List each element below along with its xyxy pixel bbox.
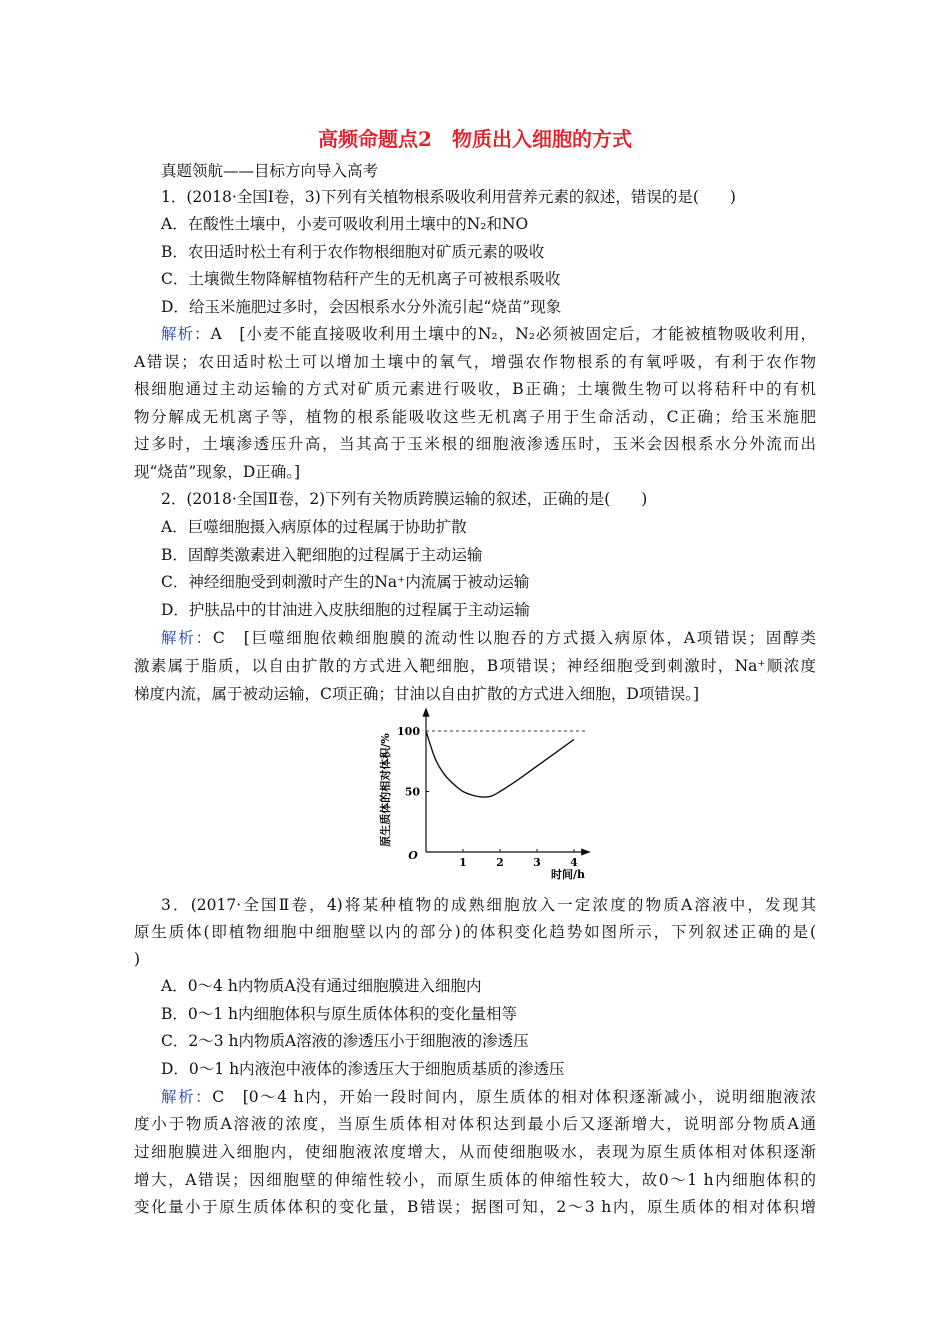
q2-option-a: A．巨噬细胞摄入病原体的过程属于协助扩散 [161,518,467,536]
q1-option-d: D．给玉米施肥过多时，会因根系水分外流引起“烧苗”现象 [161,298,562,316]
chart-x-label: 时间/h [550,868,586,881]
q2-analysis-label: 解析： [161,629,213,647]
q2-stem: 2．(2018·全国Ⅱ卷，2)下列有关物质跨膜运输的叙述，正确的是( ) [161,490,648,508]
q3-analysis-text: C [0～4 h内，开始一段时间内，原生质体的相对体积逐渐减小，说明细胞液浓 [212,1088,816,1106]
q1-analysis-line [161,324,816,344]
q2-option-d: D．护肤品中的甘油进入皮肤细胞的过程属于主动运输 [161,601,530,619]
chart-y-label: 原生质体的相对体积/% [379,733,392,847]
q1-analysis-line: 物分解成无机离子等，植物的根系能吸收这些无机离子用于生命活动，C正确；给玉米施肥 [134,408,816,426]
q1-analysis-line: 根细胞通过主动运输的方式对矿质元素进行吸收，B正确；土壤微生物可以将秸秆中的有机 [134,380,816,398]
q1-option-b: B．农田适时松土有利于农作物根细胞对矿质元素的吸收 [161,243,545,261]
q2-analysis-line: 梯度内流，属于被动运输，C项正确；甘油以自由扩散的方式进入细胞，D项错误。] [134,685,700,703]
q3-analysis-line: 度小于物质A溶液的浓度，当原生质体相对体积达到最小后又逐渐增大，说明部分物质A通 [134,1115,816,1133]
y-tick-label: 100 [397,725,420,738]
x-tick-label: 3 [533,856,541,869]
q3-analysis-line: 增大，A错误；因细胞壁的伸缩性较小，而原生质体的伸缩性较大，故0～1 h内细胞体积的 [134,1171,816,1189]
q1-analysis-text: A [小麦不能直接吸收利用土壤中的N₂，N₂必须被固定后，才能被植物吸收利用， [210,325,816,343]
q3-stem: 原生质体(即植物细胞中细胞壁以内的部分)的体积变化趋势如图所示，下列叙述正确的是( [134,923,816,941]
q1-stem: 1．(2018·全国Ⅰ卷，3)下列有关植物根系吸收利用营养元素的叙述，错误的是( ) [161,188,736,206]
y-tick-label: 50 [404,785,420,799]
q3-stem: 3．(2017·全国Ⅱ卷，4)将某种植物的成熟细胞放入一定浓度的物质A溶液中，发现其 [161,896,816,914]
q1-option-c: C．土壤微生物降解植物秸秆产生的无机离子可被根系吸收 [161,270,561,288]
q2-analysis-text: C [巨噬细胞依赖细胞膜的流动性以胞吞的方式摄入病原体，A项错误；固醇类 [212,629,816,647]
q3-option-d: D．0～1 h内液泡中液体的渗透压大于细胞质基质的渗透压 [161,1060,565,1078]
chart-origin-label: O [408,849,418,862]
q3-analysis-line: 变化量小于原生质体体积的变化量，B错误；据图可知，2～3 h内，原生质体的相对体积增 [134,1198,816,1216]
q3-option-c: C．2～3 h内物质A溶液的渗透压小于细胞液的渗透压 [161,1032,529,1050]
chart-axes [397,712,586,869]
q2-option-c: C．神经细胞受到刺激时产生的Na⁺内流属于被动运输 [161,573,530,591]
q3-stem: ) [134,950,141,968]
q3-analysis-line [161,1087,816,1107]
q2-option-b: B．固醇类激素进入靶细胞的过程属于主动运输 [161,546,483,564]
protoplast-volume-curve [426,731,574,797]
x-tick-label: 4 [570,856,578,869]
q3-analysis-line: 过细胞膜进入细胞内，使细胞液浓度增大，从而使细胞吸水，表现为原生质体相对体积逐渐 [134,1143,816,1161]
q2-analysis-line: 激素属于脂质，以自由扩散的方式进入靶细胞，B项错误；神经细胞受到刺激时，Na⁺顺浓度 [134,657,816,675]
page-title: 高频命题点2 物质出入细胞的方式 [318,127,632,151]
q3-analysis-label: 解析： [161,1088,213,1106]
q3-option-b: B．0～1 h内细胞体积与原生质体体积的变化量相等 [161,1005,518,1023]
q1-analysis-line: 过多时，土壤渗透压升高，当其高于玉米根的细胞液渗透压时，玉米会因根系水分外流而出 [134,435,816,453]
section-heading: 真题领航——目标方向导入高考 [161,162,379,180]
x-tick-label: 1 [459,856,467,869]
q1-analysis-label: 解析： [161,325,211,343]
q3-option-a: A．0～4 h内物质A没有通过细胞膜进入细胞内 [161,977,482,995]
q1-analysis-line: A错误；农田适时松土可以增加土壤中的氧气，增强农作物根系的有氧呼吸，有利于农作物 [134,353,816,371]
x-tick-label: 2 [496,856,504,869]
q1-option-a: A．在酸性土壤中，小麦可吸收利用土壤中的N₂和NO [161,215,529,233]
chart-marks [426,731,585,797]
protoplast-volume-chart [378,702,598,892]
q2-analysis-line [161,628,816,648]
q1-analysis-line: 现“烧苗”现象，D正确。] [134,463,301,481]
